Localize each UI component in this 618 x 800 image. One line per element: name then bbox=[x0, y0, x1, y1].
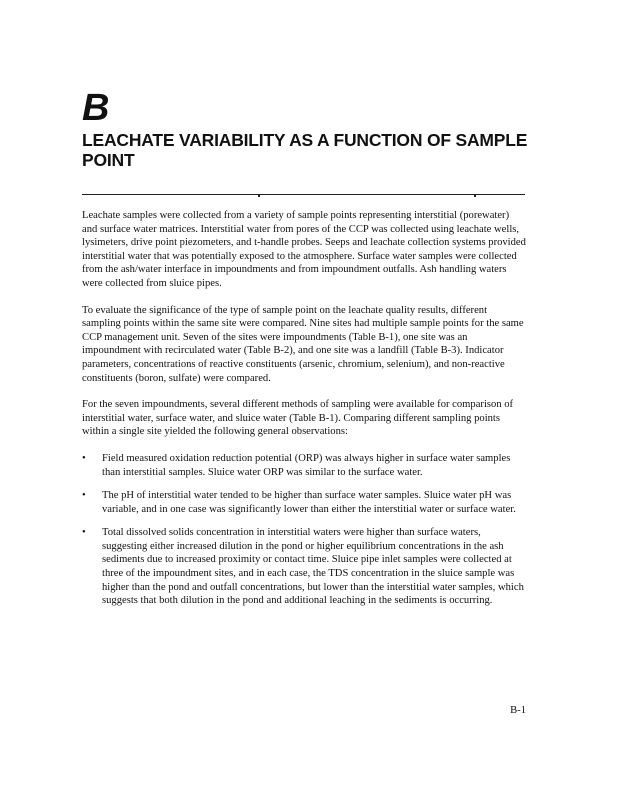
paragraph-evaluation: To evaluate the significance of the type of sample point on the leachate quality results, different sampling points within the same site were compared. Nine sites had multiple sample points for the same CCP management unit. Seven of the sites were impoundments (Table B-1), one site was an impoundment with recirculated water (Table B-2), and one site was a landfill (Table B-3). Indicator parameters, concentrations of reactive constituents (arsenic, chromium, selenium), and non-reactive constituents (boron, sulfate) were compared. bbox=[82, 304, 524, 384]
body-text bbox=[82, 209, 527, 618]
divider-tick bbox=[258, 194, 260, 197]
bullet-icon: • bbox=[82, 490, 86, 502]
list-item-ph bbox=[82, 489, 527, 516]
page-number: B-1 bbox=[510, 705, 526, 716]
list-item-text: Field measured oxidation reduction potential (ORP) was always higher in surface water samples than interstitial samples. Sluice water ORP was similar to the surface water. bbox=[102, 452, 511, 478]
bullet-icon: • bbox=[82, 452, 86, 464]
divider-tick bbox=[474, 194, 476, 197]
list-item-orp bbox=[82, 452, 527, 479]
bullet-icon: • bbox=[82, 527, 86, 539]
appendix-title: LEACHATE VARIABILITY AS A FUNCTION OF SAMPLE POINT bbox=[82, 130, 528, 170]
paragraph-sample-points: Leachate samples were collected from a variety of sample points representing interstitial (porewater) and surface water matrices. Interstitial water from pores of the CCP was collected using leachate wells, lysimeters, drive point piezometers, and t-handle probes. Seeps and leachate collection systems provided interstitial water that was potentially exposed to the atmosphere. Surface water samples were collected from the ash/water interface in impoundments and from impoundment outfalls. Ash handling waters were collected from sluice pipes. bbox=[82, 210, 526, 289]
list-item-tds bbox=[82, 526, 527, 608]
paragraph-impoundments: For the seven impoundments, several different methods of sampling were available for comparison of interstitial water, surface water, and sluice water (Table B-1). Comparing different sampling points within a single site yielded the following general observations: bbox=[82, 399, 514, 438]
title-divider bbox=[82, 194, 525, 195]
appendix-letter: B bbox=[82, 87, 110, 129]
list-item-text: The pH of interstitial water tended to be higher than surface water samples. Sluice water pH was variable, and in one case was significantly lower than either the interstitial water or surface water. bbox=[102, 490, 516, 515]
observations-list bbox=[82, 452, 527, 608]
list-item-text: Total dissolved solids concentration in interstitial waters were higher than surface waters, suggesting either increased dilution in the pond or higher equilibrium concentrations in the ash sediments due to increased proximity or contact time. Sluice pipe inlet samples were collected at three of the impoundment sites, and in each case, the TDS concentration in the sluice sample was higher than the pond and outfall concentrations, but lower than the interstitial water samples, which suggests that both dilution in the pond and additional leaching in the sediments is occurring. bbox=[102, 527, 524, 607]
